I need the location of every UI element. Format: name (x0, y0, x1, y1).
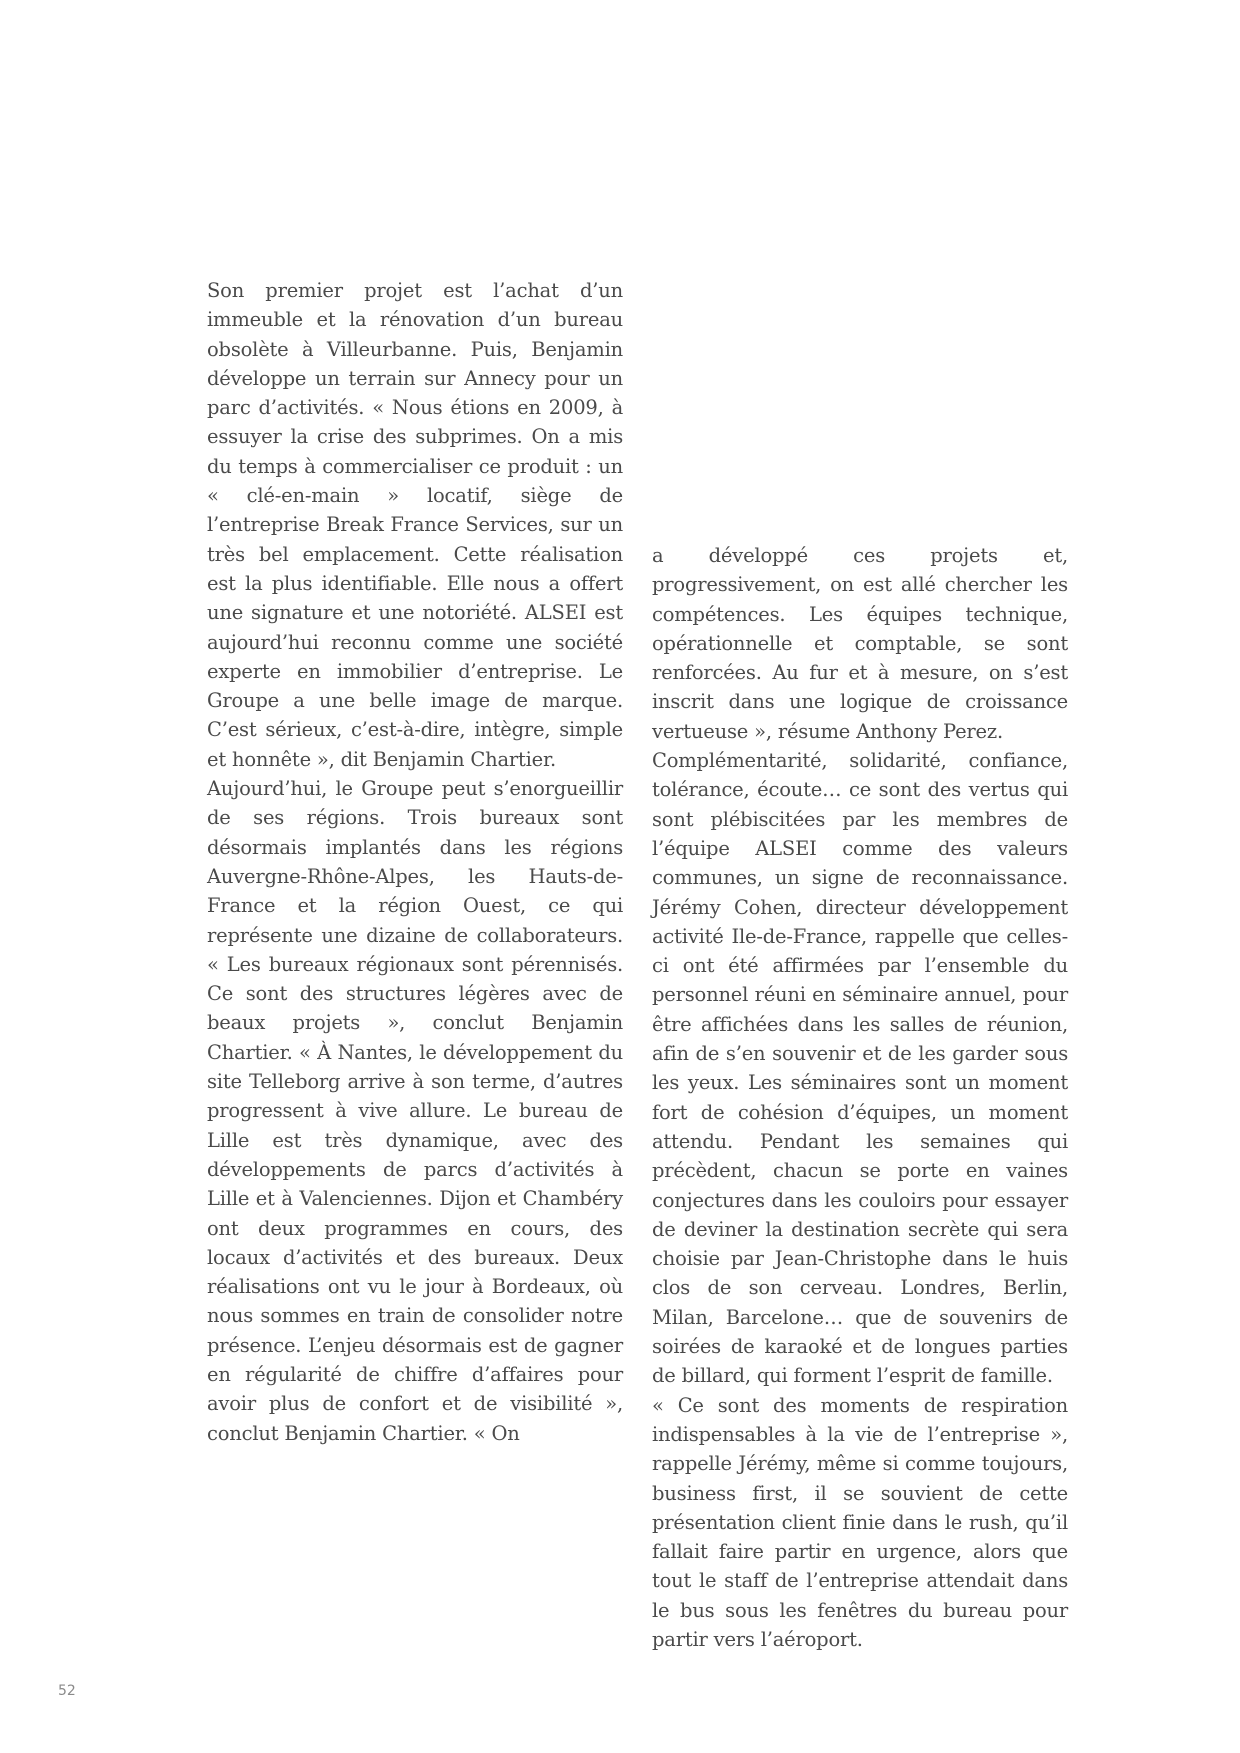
page-number: 52 (58, 1683, 76, 1699)
paragraph: a développé ces projets et, progressivement, on est allé chercher les compétences. Les équipes technique, opérationnelle et comptable, se sont renforcées. Au fur et à mesure, on s’est inscrit dans une logique de croissance vertueuse », résume Anthony Perez. (652, 544, 1068, 743)
paragraph: « Ce sont des moments de respiration indispensables à la vie de l’entreprise », rappelle Jérémy, même si comme toujours, business first, il se souvient de cette présentation client finie dans le rush, qu’il fallait faire partir en urgence, alors que tout le staff de l’entreprise attendait dans le bus sous les fenêtres du bureau pour partir vers l’aéroport. (652, 1393, 1068, 1651)
paragraph: Son premier projet est l’achat d’un immeuble et la rénovation d’un bureau obsolète à Villeurbanne. Puis, Benjamin développe un terrain sur Annecy pour un parc d’activités. « Nous étions en 2009, à essuyer la crise des subprimes. On a mis du temps à commercialiser ce produit : un « clé-en-main » locatif, siège de l’entreprise Break France Services, sur un très bel emplacement. Cette réalisation est la plus identifiable. Elle nous a offert une signature et une notoriété. ALSEI est aujourd’hui reconnu comme une société experte en immobilier d’entreprise. Le Groupe a une belle image de marque. C’est sérieux, c’est-à-dire, intègre, simple et honnête », dit Benjamin Chartier. (207, 279, 623, 771)
paragraph: Complémentarité, solidarité, confiance, tolérance, écoute… ce sont des vertus qui sont plébiscitées par les membres de l’équipe ALSEI comme des valeurs communes, un signe de reconnaissance. Jérémy Cohen, directeur développement activité Ile-de-France, rappelle que celles-ci ont été affirmées par l’ensemble du personnel réuni en séminaire annuel, pour être affichées dans les salles de réunion, afin de s’en souvenir et de les garder sous les yeux. Les séminaires sont un moment fort de cohésion d’équipes, un moment attendu. Pendant les semaines qui précèdent, chacun se porte en vaines conjectures dans les couloirs pour essayer de deviner la destination secrète qui sera choisie par Jean-Christophe dans le huis clos de son cerveau. Londres, Berlin, Milan, Barcelone… que de souvenirs de soirées de karaoké et de longues parties de billard, qui forment l’esprit de famille. (652, 749, 1068, 1388)
paragraph: Aujourd’hui, le Groupe peut s’enorgueillir de ses régions. Trois bureaux sont désormais implantés dans les régions Auvergne-Rhône-Alpes, les Hauts-de-France et la région Ouest, ce qui représente une dizaine de collaborateurs. « Les bureaux régionaux sont pérennisés. Ce sont des structures légères avec de beaux projets », conclut Benjamin Chartier. « À Nantes, le développement du site Telleborg arrive à son terme, d’autres progressent à vive allure. Le bureau de Lille est très dynamique, avec des développements de parcs d’activités à Lille et à Valenciennes. Dijon et Chambéry ont deux programmes en cours, des locaux d’activités et des bureaux. Deux réalisations ont vu le jour à Bordeaux, où nous sommes en train de consolider notre présence. L’enjeu désormais est de gagner en régularité de chiffre d’affaires pour avoir plus de confort et de visibilité », conclut Benjamin Chartier. « On (207, 777, 623, 1445)
article-column-right (652, 541, 1068, 1654)
article-column-left (207, 276, 623, 1448)
